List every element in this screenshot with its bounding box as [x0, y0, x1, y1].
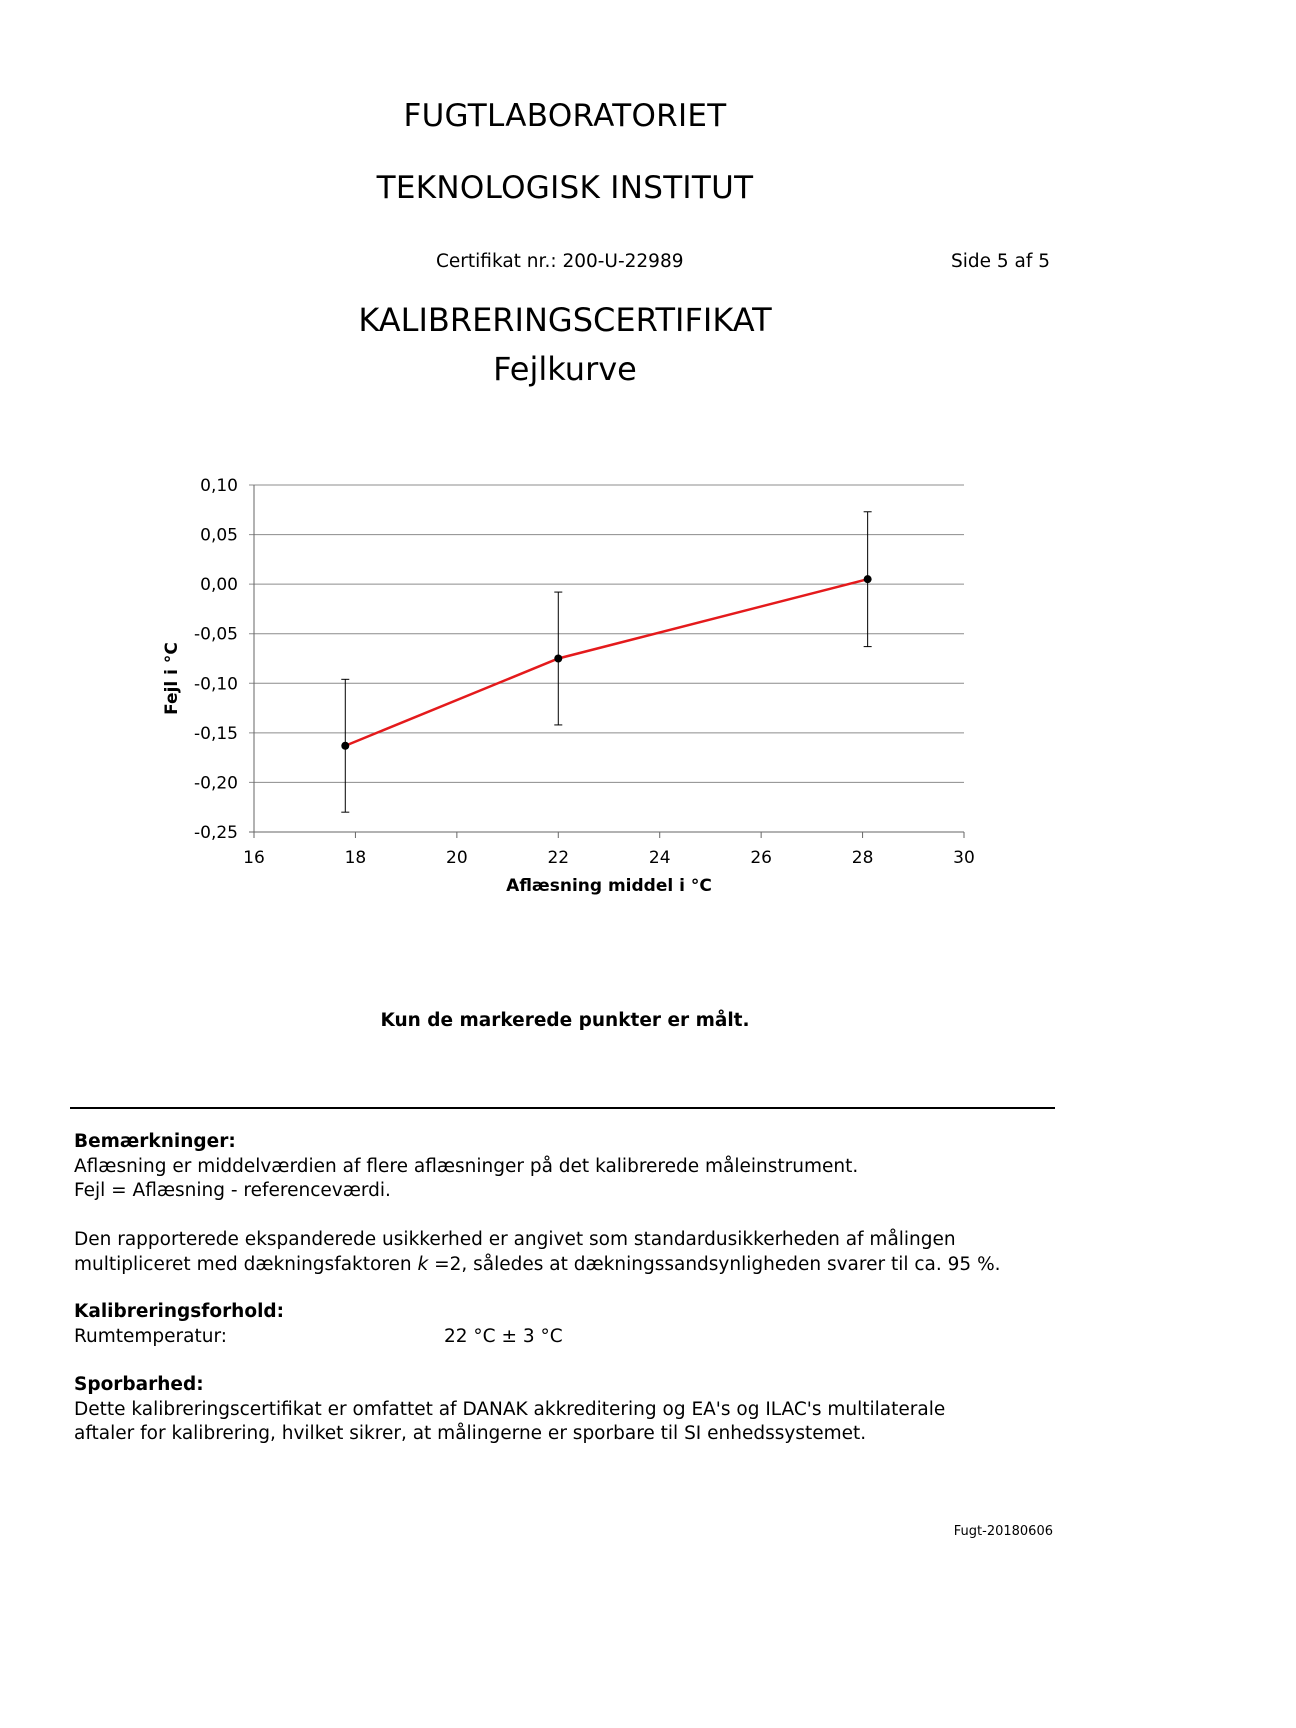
remarks-heading: Bemærkninger:	[74, 1131, 236, 1152]
remarks-line-2: Fejl = Aflæsning - referenceværdi.	[74, 1180, 391, 1201]
x-axis-title: Aflæsning middel i °C	[506, 876, 712, 896]
section-divider	[70, 1107, 1055, 1109]
y-tick-label: -0,20	[194, 773, 238, 794]
data-point	[341, 742, 349, 750]
x-tick-label: 30	[953, 848, 975, 868]
traceability-line-1: Dette kalibreringscertifikat er omfattet af DANAK akkreditering og EA's og ILAC's multilaterale	[74, 1398, 946, 1420]
uncertainty-text-post: =2, således at dækningssandsynligheden svarer til ca. 95 %.	[428, 1253, 1001, 1275]
data-point	[554, 655, 562, 663]
uncertainty-line-1: Den rapporterede ekspanderede usikkerhed er angivet som standardusikkerheden af målingen	[74, 1229, 956, 1250]
traceability-section	[74, 1373, 1054, 1447]
coverage-factor-symbol: k	[417, 1253, 429, 1275]
x-tick-label: 24	[648, 848, 671, 868]
room-temperature-row	[74, 1325, 1054, 1350]
x-tick-label: 22	[547, 848, 570, 868]
document-subtitle: Fejlkurve	[493, 350, 637, 388]
form-code: Fugt-20180606	[953, 1524, 1053, 1539]
conditions-heading: Kalibreringsforhold:	[74, 1301, 285, 1322]
y-tick-label: 0,05	[200, 525, 238, 546]
y-tick-label: -0,25	[194, 823, 238, 843]
error-curve-line	[345, 579, 867, 746]
document-title: KALIBRERINGSCERTIFIKAT	[358, 301, 772, 339]
x-tick-label: 20	[446, 848, 468, 868]
x-tick-label: 26	[750, 848, 772, 868]
page-number: Side 5 af 5	[950, 251, 1050, 272]
institute-name: TEKNOLOGISK INSTITUT	[376, 170, 754, 206]
chart-note: Kun de markerede punkter er målt.	[380, 1010, 750, 1031]
uncertainty-line-2	[74, 1253, 1054, 1278]
traceability-line-2: aftaler for kalibrering, hvilket sikrer, at målingerne er sporbare til SI enhedssystemet.	[74, 1423, 867, 1444]
room-temperature-value: 22 °C ± 3 °C	[444, 1325, 563, 1347]
certificate-number: Certifikat nr.: 200-U-22989	[436, 251, 684, 272]
y-tick-label: 0,00	[200, 575, 238, 596]
room-temperature-label: Rumtemperatur:	[74, 1325, 227, 1347]
x-tick-label: 28	[851, 848, 874, 868]
y-tick-label: -0,10	[194, 674, 238, 695]
y-tick-label: -0,15	[194, 723, 238, 744]
x-tick-label: 18	[344, 848, 367, 868]
y-tick-label: 0,10	[200, 476, 238, 496]
traceability-heading: Sporbarhed:	[74, 1374, 204, 1395]
y-tick-label: -0,05	[194, 624, 238, 645]
y-axis-title: Fejl i °C	[162, 642, 182, 715]
error-curve-chart	[150, 460, 990, 910]
x-tick-label: 16	[243, 848, 265, 868]
remarks-section	[74, 1130, 1054, 1277]
org-name: FUGTLABORATORIET	[403, 98, 727, 134]
uncertainty-text-pre: multipliceret med dækningsfaktoren	[74, 1253, 418, 1275]
data-point	[864, 575, 872, 583]
remarks-line-1: Aflæsning er middelværdien af flere aflæsninger på det kalibrerede måleinstrument.	[74, 1155, 859, 1177]
conditions-section	[74, 1300, 1054, 1349]
